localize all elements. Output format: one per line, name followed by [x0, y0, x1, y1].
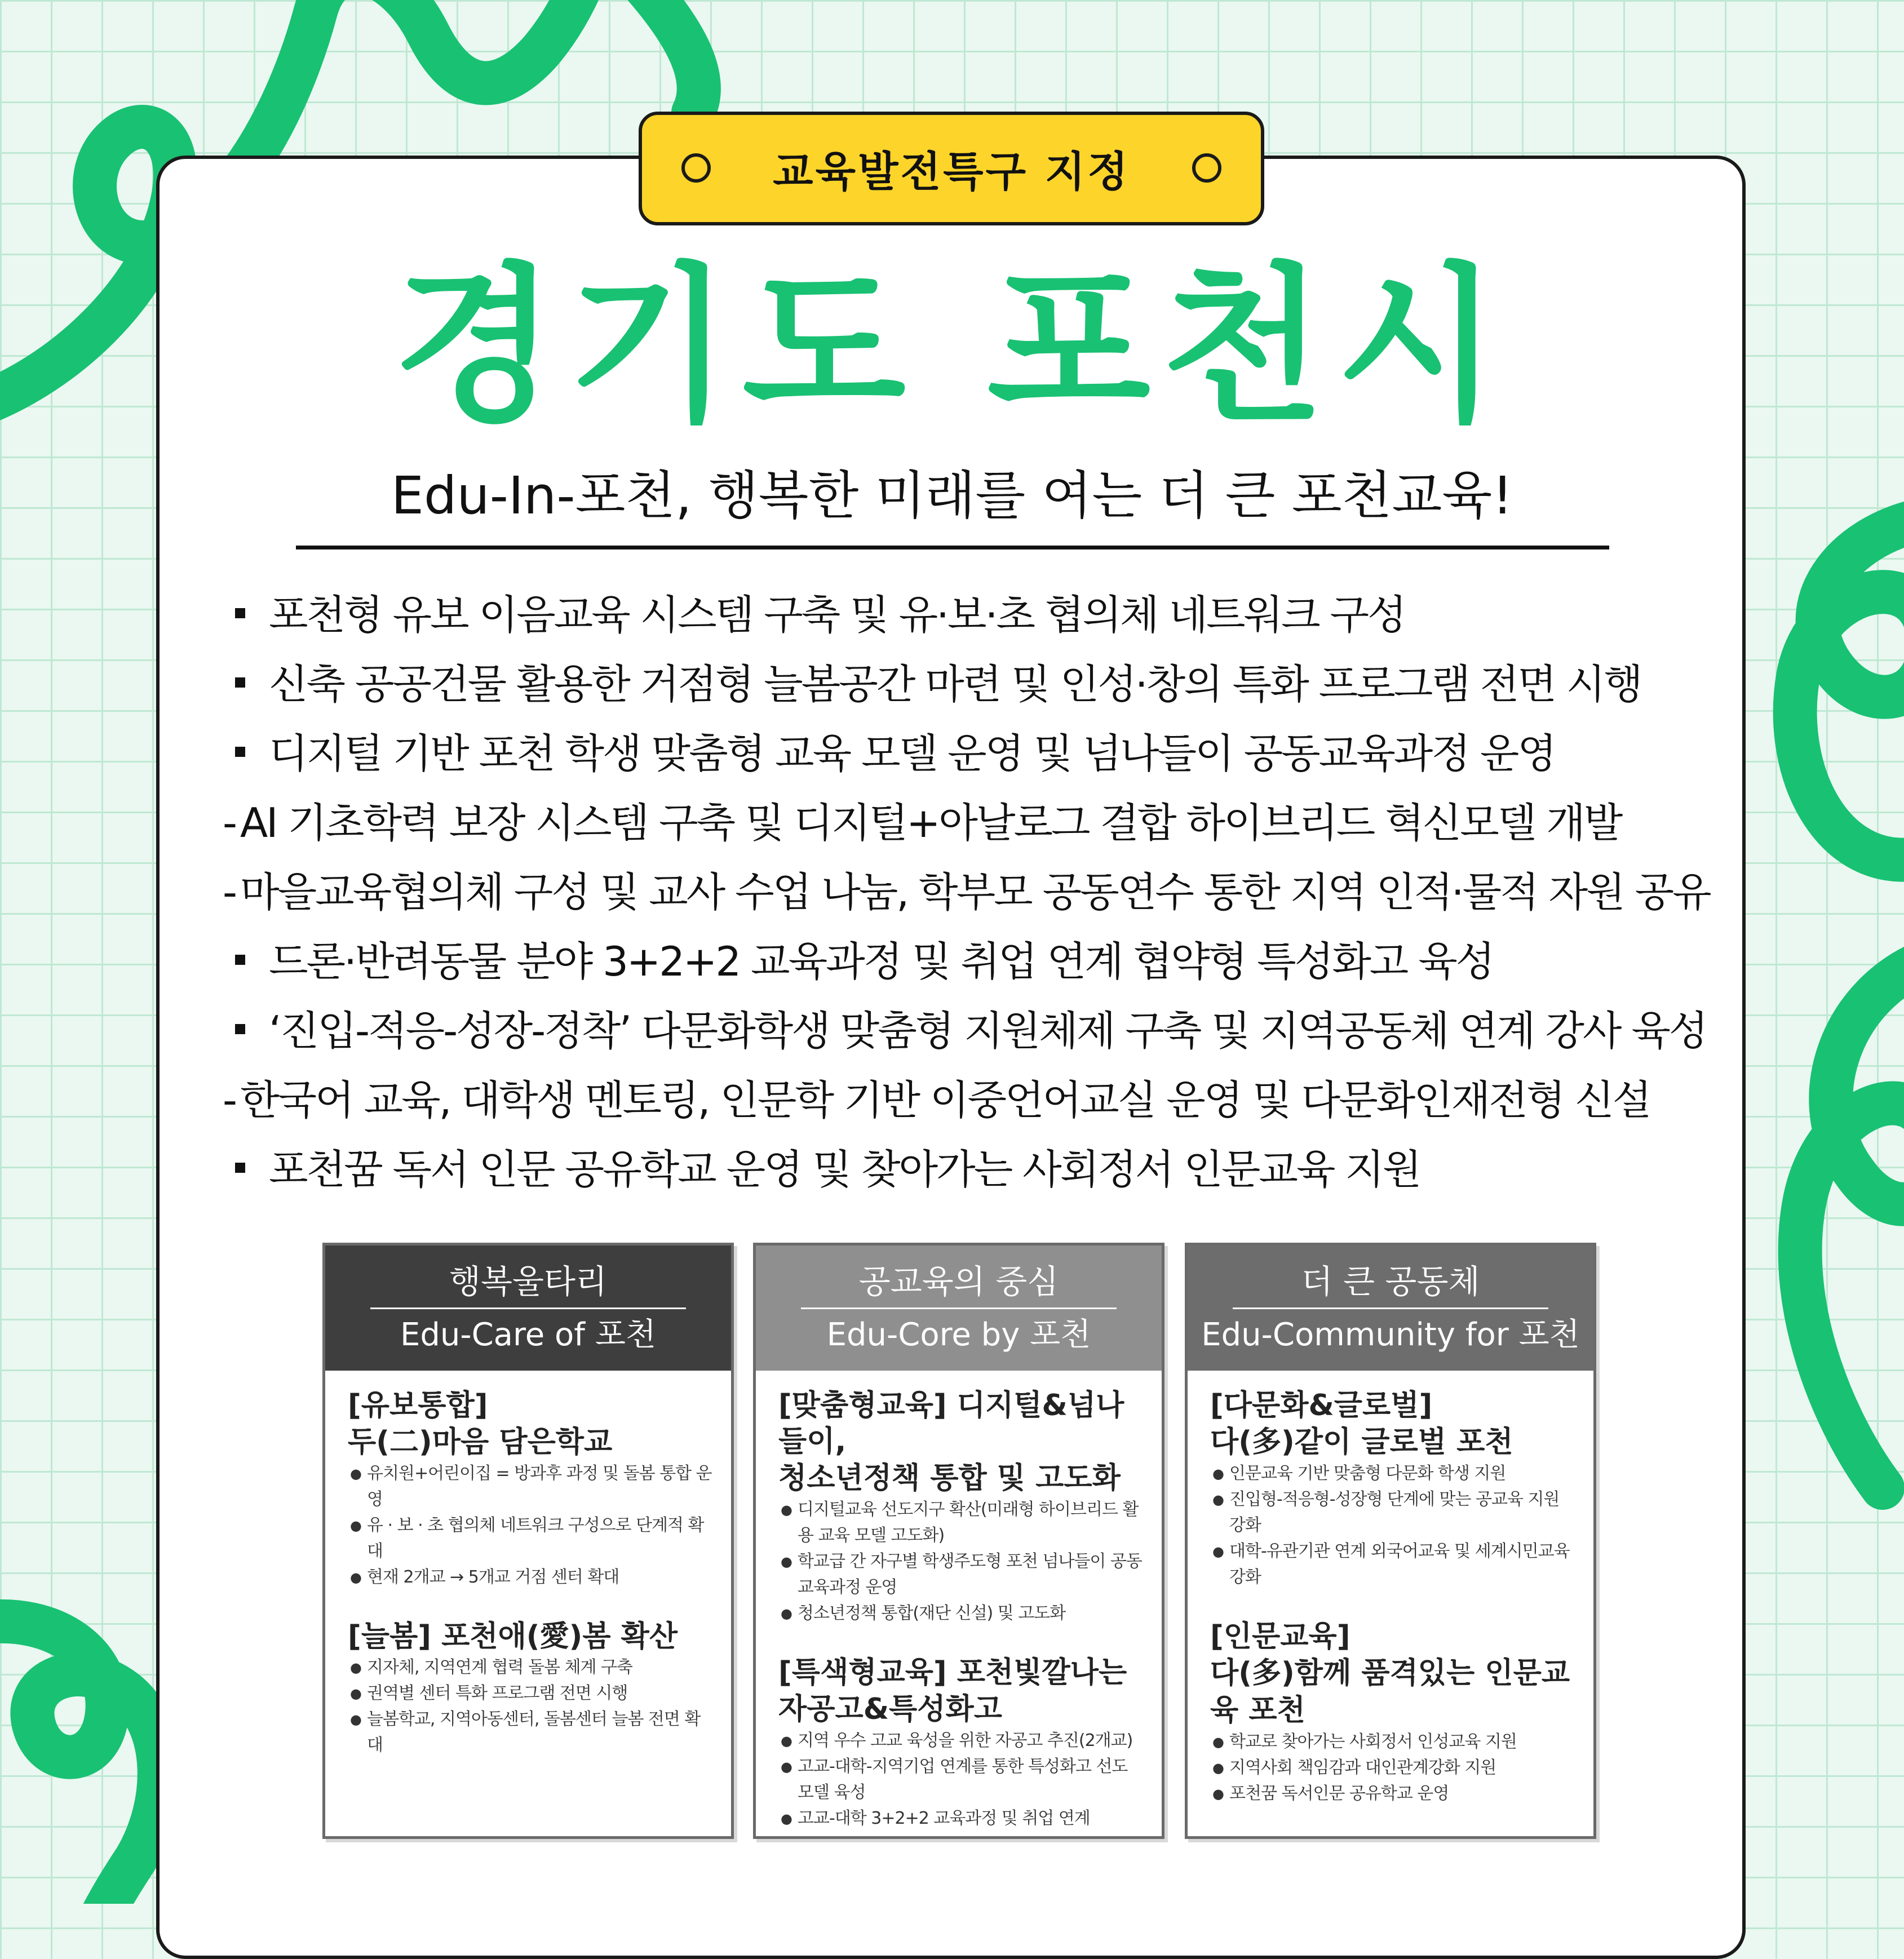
- dash-mark: -: [223, 1076, 236, 1124]
- panel-body: [756, 1371, 1162, 1832]
- bullet-text: 신축 공공건물 활용한 거점형 늘봄공간 마련 및 인성·창의 특화 프로그램 전면 시행: [269, 661, 1641, 708]
- bullet-text: 한국어 교육, 대학생 멘토링, 인문학 기반 이중언어교실 운영 및 다문화인재전형 신설: [240, 1076, 1650, 1124]
- section-point: ● 청소년정책 통합(재단 신설) 및 고도화: [778, 1601, 1145, 1626]
- bullet-text: 포천형 유보 이음교육 시스템 구축 및 유·보·초 협의체 네트워크 구성: [269, 591, 1405, 639]
- panel-edu-care: [322, 1243, 734, 1839]
- bullet-item: [223, 996, 1707, 1066]
- circle-icon: [1192, 153, 1221, 183]
- section-point: ● 유 · 보 · 초 협의체 네트워크 구성으로 단계적 확대: [348, 1513, 714, 1564]
- section-subtitle: 두(二)마음 담은학교: [348, 1425, 613, 1459]
- panel-body: [325, 1371, 731, 1758]
- swirl-top-center: [637, 0, 699, 113]
- section-point: ● 지역 우수 고교 육성을 위한 자공고 추진(2개교): [778, 1728, 1145, 1754]
- panel-header-divider: [370, 1308, 686, 1309]
- swirl-right: [1795, 518, 1904, 1488]
- bullet-text: AI 기초학력 보장 시스템 구축 및 디지털+아날로그 결합 하이브리드 혁신모델 개발: [240, 799, 1622, 846]
- section-point: ● 학교로 찾아가는 사회정서 인성교육 지원: [1210, 1729, 1577, 1755]
- circle-icon: [681, 153, 711, 183]
- bullet-item: [223, 1135, 1688, 1204]
- panel-subtitle: Edu-Community for 포천: [1201, 1317, 1580, 1353]
- section-title: [특색형교육] 포천빛깔나는: [778, 1656, 1127, 1690]
- panel-header-divider: [801, 1308, 1117, 1309]
- panel-header-divider: [1233, 1308, 1548, 1309]
- bullet-item: [223, 927, 1688, 996]
- section-point: ● 학교급 간 자구별 학생주도형 포천 넘나들이 공동교육과정 운영: [778, 1549, 1145, 1601]
- page-title: 경기도 포천시: [393, 248, 1511, 445]
- section-point: ● 권역별 센터 특화 프로그램 전면 시행: [348, 1681, 714, 1707]
- designation-badge: [639, 112, 1264, 225]
- bullet-text: 포천꿈 독서 인문 공유학교 운영 및 찾아가는 사회정서 인문교육 지원: [269, 1146, 1420, 1193]
- bullet-text: 마을교육협의체 구성 및 교사 수업 나눔, 학부모 공동연수 통한 지역 인적·물적 자원 공유: [240, 868, 1710, 916]
- panel-edu-community: [1185, 1243, 1596, 1839]
- section-point: ● 지역사회 책임감과 대인관계강화 지원: [1210, 1755, 1577, 1781]
- section-point: ● 현재 2개교 → 5개교 거점 센터 확대: [348, 1564, 714, 1590]
- bullet-text: ‘진입-적응-성장-정착’ 다문화학생 맞춤형 지원체제 구축 및 지역공동체 연계 강사 육성: [269, 1007, 1707, 1054]
- panel-title: 더 큰 공동체: [1301, 1262, 1480, 1301]
- panel-subtitle: Edu-Core by 포천: [826, 1317, 1091, 1353]
- section-point: ● 인문교육 기반 맞춤형 다문화 학생 지원: [1210, 1461, 1577, 1487]
- panel-title: 행복울타리: [449, 1262, 608, 1301]
- panel-header: [325, 1246, 731, 1371]
- panel-edu-core: [753, 1243, 1164, 1839]
- bullet-text: 드론·반려동물 분야 3+2+2 교육과정 및 취업 연계 협약형 특성화고 육성: [269, 938, 1494, 985]
- bullet-item: [223, 650, 1688, 719]
- section-point: ● 대학-유관기관 연계 외국어교육 및 세계시민교육 강화: [1210, 1539, 1577, 1590]
- sub-bullet-item: [223, 858, 1710, 927]
- panel-subtitle: Edu-Care of 포천: [400, 1317, 657, 1353]
- bullet-item: [223, 719, 1688, 788]
- panel-title: 공교육의 중심: [858, 1262, 1059, 1301]
- section-point: ● 고교-대학 3+2+2 교육과정 및 취업 연계: [778, 1806, 1145, 1832]
- bullet-list: [223, 580, 1710, 1204]
- section-point: ● 고교-대학-지역기업 연계를 통한 특성화고 선도 모델 육성: [778, 1754, 1145, 1806]
- badge-label: 교육발전특구 지정: [773, 148, 1130, 196]
- dash-mark: -: [223, 799, 236, 846]
- section-point: ● 포천꿈 독서인문 공유학교 운영: [1210, 1781, 1577, 1807]
- panel-body: [1188, 1371, 1593, 1807]
- bullet-text: 디지털 기반 포천 학생 맞춤형 교육 모델 운영 및 넘나들이 공동교육과정 운영: [269, 730, 1555, 777]
- dash-mark: -: [223, 868, 236, 916]
- section-point: ● 디지털교육 선도지구 확산(미래형 하이브리드 활용 교육 모델 고도화): [778, 1497, 1145, 1549]
- section-title: [늘봄] 포천애(愛)봄 확산: [348, 1620, 678, 1654]
- page-subtitle: Edu-In-포천, 행복한 미래를 여는 더 큰 포천교육!: [391, 466, 1513, 526]
- section-point: ● 늘봄학교, 지역아동센터, 돌봄센터 늘봄 전면 확대: [348, 1707, 714, 1758]
- sub-bullet-item: [223, 788, 1688, 858]
- section-title: [맞춤형교육] 디지털&넘나들이,: [778, 1389, 1124, 1459]
- sub-bullet-item: [223, 1066, 1688, 1135]
- section-subtitle: 다(多)같이 글로벌 포천: [1210, 1425, 1513, 1459]
- section-title: [유보통합]: [348, 1389, 488, 1422]
- section-point: ● 지자체, 지역연계 협력 돌봄 체계 구축: [348, 1655, 714, 1681]
- section-point: ● 진입형-적응형-성장형 단계에 맞는 공교육 지원 강화: [1210, 1487, 1577, 1539]
- section-subtitle: 자공고&특성화고: [778, 1692, 1002, 1726]
- panel-header: [1188, 1246, 1593, 1371]
- panel-header: [756, 1246, 1162, 1371]
- section-subtitle: 청소년정책 통합 및 고도화: [778, 1461, 1121, 1495]
- section-title: [인문교육]: [1210, 1620, 1350, 1654]
- divider: [296, 546, 1609, 549]
- swirl-bottom-left: [0, 1621, 160, 1904]
- bullet-item: [223, 580, 1688, 650]
- section-point: ● 유치원+어린이집 = 방과후 과정 및 돌봄 통합 운영: [348, 1461, 714, 1513]
- section-title: [다문화&글로벌]: [1210, 1389, 1433, 1422]
- section-subtitle: 다(多)함께 품격있는 인문교육 포천: [1210, 1656, 1570, 1727]
